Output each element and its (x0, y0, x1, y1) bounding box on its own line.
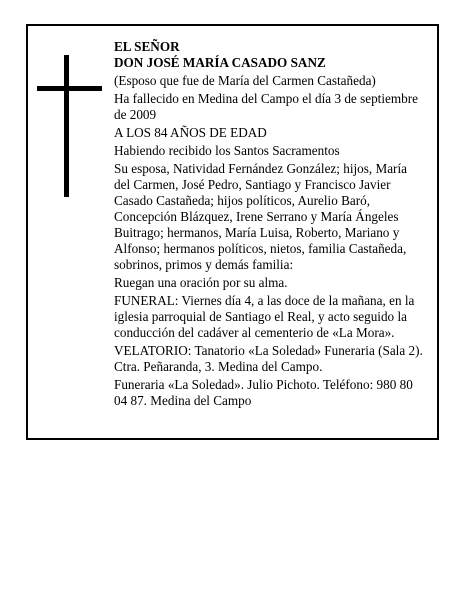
family-paragraph: Su esposa, Natividad Fernández González; hijos, María del Carmen, José Pedro, Santiago y Francisco Javier Casado Castañeda; hijos políticos, Aurelio Baró, Concepción Blázquez, Irene Serrano y María Ángeles Buitrago; hermanos, María Luisa, Roberto, Mariano y Alfonso; hermanos políticos, nietos, familia Castañeda, sobrinos, primos y demás familia: (114, 161, 407, 272)
obituary-text (114, 39, 426, 409)
cross-vertical-bar (64, 55, 69, 197)
spouse-note: (Esposo que fue de María del Carmen Castañeda) (114, 73, 376, 88)
sacraments-line: Habiendo recibido los Santos Sacramentos (114, 143, 340, 158)
age-line: A LOS 84 AÑOS DE EDAD (114, 125, 267, 140)
title-line-1: EL SEÑOR (114, 39, 180, 54)
death-announcement: Ha fallecido en Medina del Campo el día 3 de septiembre de 2009 (114, 91, 418, 122)
funeral-home-details: Funeraria «La Soledad». Julio Pichoto. Teléfono: 980 80 04 87. Medina del Campo (114, 377, 413, 408)
funeral-details: FUNERAL: Viernes día 4, a las doce de la mañana, en la iglesia parroquial de Santiago el Real, y acto seguido la conducción del cadáver al cementerio de «La Mora». (114, 293, 415, 340)
latin-cross-icon (37, 55, 102, 197)
prayer-request: Ruegan una oración por su alma. (114, 275, 288, 290)
wake-details: VELATORIO: Tanatorio «La Soledad» Funeraria (Sala 2). Ctra. Peñaranda, 3. Medina del Campo. (114, 343, 423, 374)
cross-horizontal-bar (37, 86, 102, 91)
deceased-name: DON JOSÉ MARÍA CASADO SANZ (114, 55, 326, 70)
